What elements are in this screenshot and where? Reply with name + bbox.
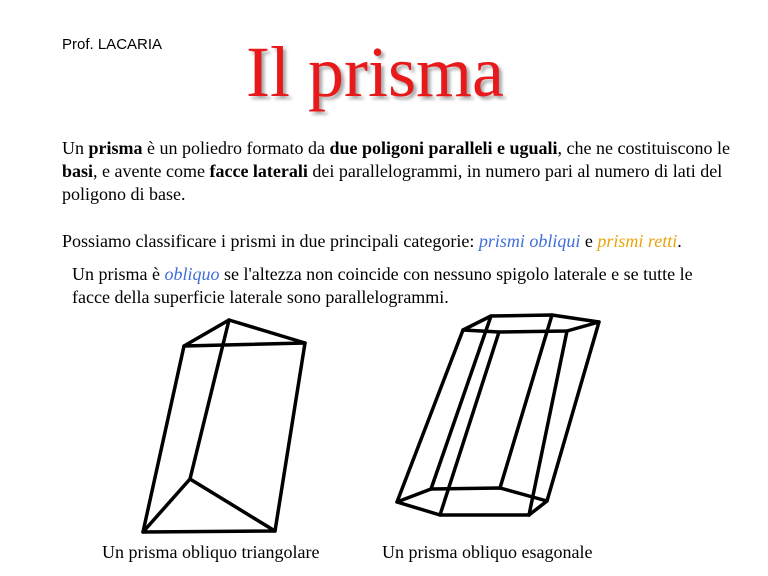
page-title: Il prisma [246,32,504,112]
oblique-definition-text: se l'altezza non coincide con nessuno spigolo laterale e se tutte le facce della superficie laterale sono parallelogrammi. [72,264,693,307]
term-prismi-retti: prismi retti [597,231,678,251]
term-prisma: prisma [88,138,143,158]
definition-text: , che ne costituiscono le [557,138,730,158]
term-basi-parallele: due poligoni paralleli e uguali [329,138,558,158]
hexagonal-prism-figure [397,315,599,515]
term-obliquo: obliquo [164,264,220,284]
definition-text: è un poliedro formato da [142,138,330,158]
caption-triangular-prism: Un prisma obliquo triangolare [102,542,320,562]
definition-text: dei parallelogrammi, in numero pari al numero di lati del poligono di base. [62,161,723,204]
definition-text: Un [62,138,89,158]
term-facce-laterali: facce laterali [209,161,308,181]
term-basi: basi [62,161,94,181]
author-label: Prof. LACARIA [62,36,163,53]
definition-text: , e avente come [93,161,210,181]
classification-text: Possiamo classificare i prismi in due principali categorie: [62,231,479,251]
classification-text: . [677,231,682,251]
caption-hexagonal-prism: Un prisma obliquo esagonale [382,542,593,562]
classification-text: e [580,231,598,251]
triangular-prism-figure [143,320,305,532]
oblique-definition-text: Un prisma è [72,264,165,284]
term-prismi-obliqui: prismi obliqui [478,231,581,251]
